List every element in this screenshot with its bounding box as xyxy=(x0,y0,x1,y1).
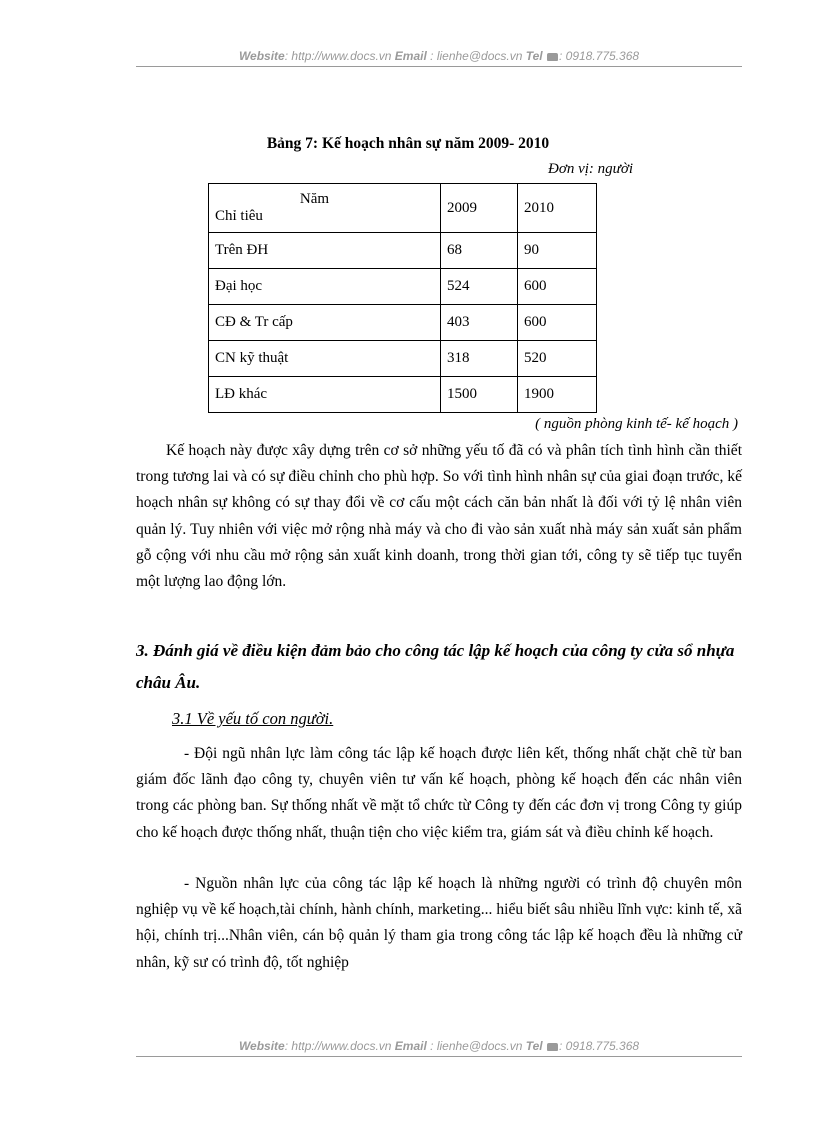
table-row xyxy=(209,233,597,269)
footer-website-label: Website xyxy=(238,1039,285,1053)
cell-2009: 403 xyxy=(441,305,518,341)
header-email-label: Email xyxy=(394,49,427,63)
table-row xyxy=(209,269,597,305)
table-row xyxy=(209,341,597,377)
source-note: ( nguồn phòng kinh tế- kế hoạch ) xyxy=(535,416,738,432)
unit-note: Đơn vị: người xyxy=(547,161,633,177)
table-header-corner xyxy=(209,184,441,233)
row-label: Trên ĐH xyxy=(209,233,441,269)
header-website-url: : http://www.docs.vn xyxy=(284,49,392,63)
row-label: Đại học xyxy=(209,269,441,305)
row-label: CĐ & Tr cấp xyxy=(209,305,441,341)
cell-2010: 90 xyxy=(518,233,597,269)
cell-2009: 1500 xyxy=(441,377,518,413)
header-tel-value: : 0918.775.368 xyxy=(558,49,640,63)
footer-rule xyxy=(136,1056,742,1057)
page-header xyxy=(136,49,742,63)
footer-email-value: : lienhe@docs.vn xyxy=(430,1039,523,1053)
cell-2009: 318 xyxy=(441,341,518,377)
phone-icon xyxy=(547,1043,558,1051)
body-paragraph-team-qualification: - Nguồn nhân lực của công tác lập kế hoạch là những người có trình độ chuyên môn nghiệp vụ về kế hoạch,tài chính, hành chính, marketing... hiểu biết sâu nhiều lĩnh vực: kinh tế, xã hội, chính trị...Nhân viên, cán bộ quản lý tham gia trong công tác lập kế hoạch đều là những cử nhân, kỹ sư có trình độ, tốt nghiệp xyxy=(136,875,742,971)
footer-tel-value: : 0918.775.368 xyxy=(558,1039,640,1053)
column-header-2010: 2010 xyxy=(518,184,597,233)
cell-2009: 68 xyxy=(441,233,518,269)
cell-2010: 600 xyxy=(518,305,597,341)
staffing-plan-table xyxy=(208,183,597,413)
body-paragraph-plan-summary: Kế hoạch này được xây dựng trên cơ sở những yếu tố đã có và phân tích tình hình cần thiết trong tương lai và có sự điều chỉnh cho phù hợp. So với tình hình nhân sự của giai đoạn trước, kế hoạch nhân sự không có sự thay đổi về cơ cấu một cách căn bản nhất là đối với tỷ lệ nhân viên quản lý. Tuy nhiên với việc mở rộng nhà máy và cho đi vào sản xuất nhà máy sản xuất sản phẩm gỗ cộng với nhu cầu mở rộng sản xuất kinh doanh, trong thời gian tới, công ty sẽ tiếp tục tuyển một lượng lao động lớn. xyxy=(136,442,742,591)
footer-email-label: Email xyxy=(394,1039,427,1053)
header-website-label: Website xyxy=(238,49,285,63)
footer-tel-label: Tel xyxy=(525,1039,543,1053)
header-rule xyxy=(136,66,742,67)
row-label: LĐ khác xyxy=(209,377,441,413)
footer-website-url: : http://www.docs.vn xyxy=(284,1039,392,1053)
header-email-value: : lienhe@docs.vn xyxy=(430,49,523,63)
column-header-2009: 2009 xyxy=(441,184,518,233)
table-caption: Bảng 7: Kế hoạch nhân sự năm 2009- 2010 xyxy=(266,135,550,152)
cell-2009: 524 xyxy=(441,269,518,305)
phone-icon xyxy=(547,53,558,61)
subsection-heading: 3.1 Về yếu tố con người. xyxy=(172,709,334,728)
cell-2010: 520 xyxy=(518,341,597,377)
cell-2010: 1900 xyxy=(518,377,597,413)
table-row xyxy=(209,305,597,341)
body-paragraph-team-coordination: - Đội ngũ nhân lực làm công tác lập kế hoạch được liên kết, thống nhất chặt chẽ từ ban giám đốc lãnh đạo công ty, chuyên viên tư vấn kế hoạch, phòng kế hoạch đến các nhân viên trong các phòng ban. Sự thống nhất về mặt tổ chức từ Công ty đến các đơn vị trong Công ty giúp cho kế hoạch được thống nhất, thuận tiện cho việc kiểm tra, giám sát và điều chỉnh kế hoạch. xyxy=(136,745,742,841)
row-label: CN kỹ thuật xyxy=(209,341,441,377)
table-header-row xyxy=(209,184,597,233)
header-indicator-label: Chỉ tiêu xyxy=(215,208,263,224)
section-heading: 3. Đánh giá về điều kiện đảm bảo cho công tác lập kế hoạch của công ty cửa sổ nhựa châu Âu. xyxy=(136,641,735,692)
header-year-label: Năm xyxy=(299,191,330,207)
table-row xyxy=(209,377,597,413)
cell-2010: 600 xyxy=(518,269,597,305)
header-tel-label: Tel xyxy=(525,49,543,63)
page-footer xyxy=(136,1039,742,1053)
